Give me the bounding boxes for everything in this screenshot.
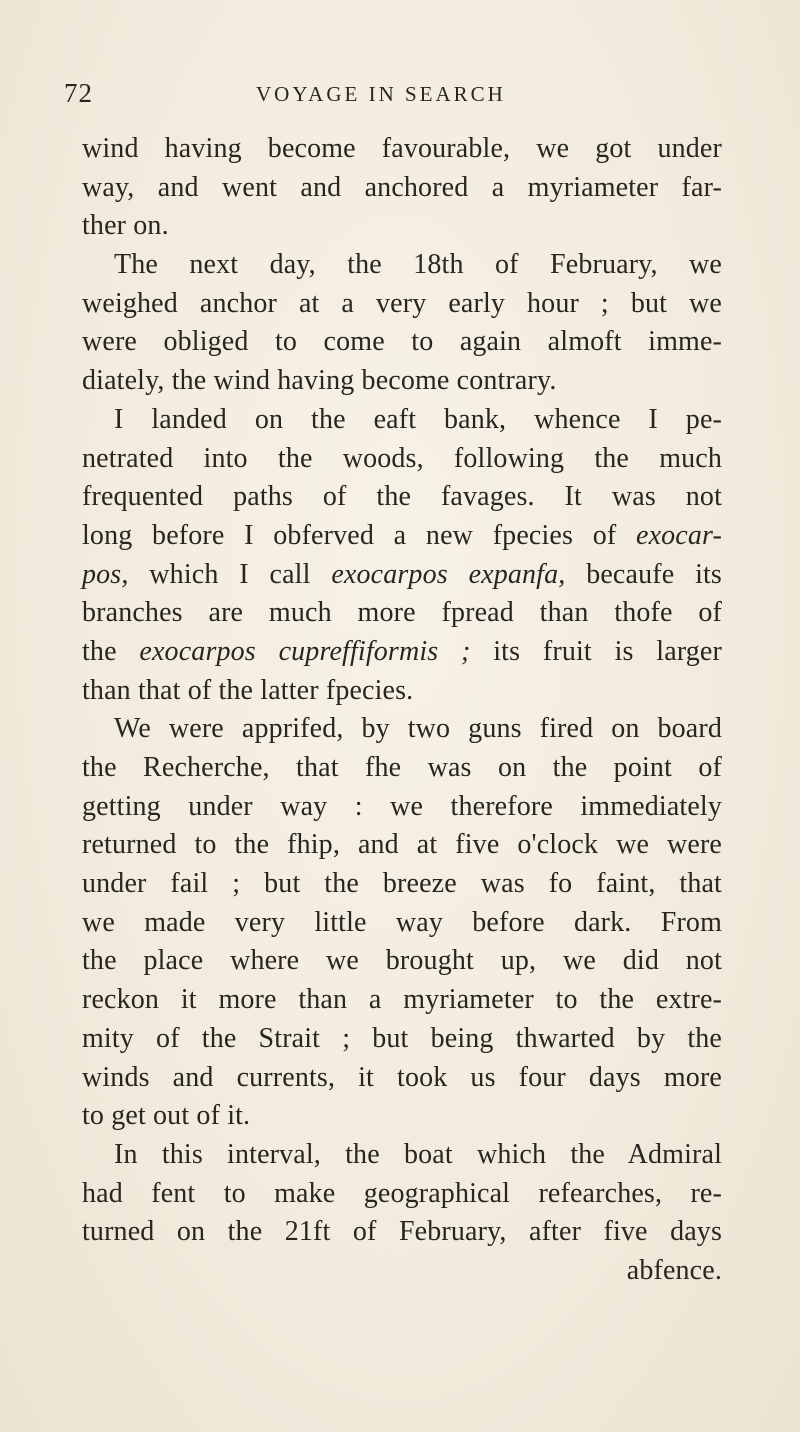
running-head: VOYAGE IN SEARCH <box>256 82 506 106</box>
text-line: wind having become favourable, we got under <box>82 133 722 164</box>
text-line: winds and currents, it took us four days more <box>82 1061 722 1093</box>
text-line: we made very little way before dark. From <box>82 906 722 938</box>
body-text <box>82 130 722 1291</box>
text-line: were obliged to come to again almoft imme- <box>82 326 722 358</box>
text-line: diately, the wind having become contrary. <box>82 365 557 397</box>
text-line: to get out of it. <box>82 1100 251 1132</box>
text-line: In this interval, the boat which the Admiral <box>114 1138 722 1170</box>
text-line: We were apprifed, by two guns fired on board <box>114 713 722 745</box>
text-line: the Recherche, that fhe was on the point of <box>82 752 722 783</box>
text-line: abfence. <box>626 1254 722 1286</box>
text-line: frequented paths of the favages. It was not <box>82 481 722 513</box>
text-line: way, and went and anchored a myriameter far- <box>82 171 722 203</box>
text-line: ther on. <box>82 210 169 242</box>
text-line: reckon it more than a myriameter to the extre- <box>82 984 722 1016</box>
text-line: the exocarpos cupreffiformis ; its fruit is larger <box>82 635 722 667</box>
text-line: pos, which I call exocarpos expanfa, becaufe its <box>82 558 722 590</box>
text-line: netrated into the woods, following the much <box>82 442 722 474</box>
text-line: the place where we brought up, we did not <box>82 945 722 977</box>
page-header <box>64 78 624 118</box>
text-line: under fail ; but the breeze was fo faint, that <box>82 868 722 900</box>
text-line: turned on the 21ft of February, after five days <box>82 1216 722 1248</box>
text-line: getting under way : we therefore immediately <box>82 790 722 822</box>
text-line: long before I obferved a new fpecies of exocar- <box>82 519 722 551</box>
text-line: mity of the Strait ; but being thwarted by the <box>82 1022 722 1054</box>
text-line: returned to the fhip, and at five o'clock we were <box>82 829 722 861</box>
text-line: The next day, the 18th of February, we <box>114 249 722 281</box>
text-line: weighed anchor at a very early hour ; but we <box>82 287 722 319</box>
text-line: than that of the latter fpecies. <box>82 674 414 706</box>
page-number: 72 <box>64 78 93 108</box>
text-line: I landed on the eaft bank, whence I pe- <box>114 403 722 435</box>
text-line: had fent to make geographical refearches, re- <box>82 1177 722 1209</box>
text-line: branches are much more fpread than thofe of <box>82 597 722 629</box>
